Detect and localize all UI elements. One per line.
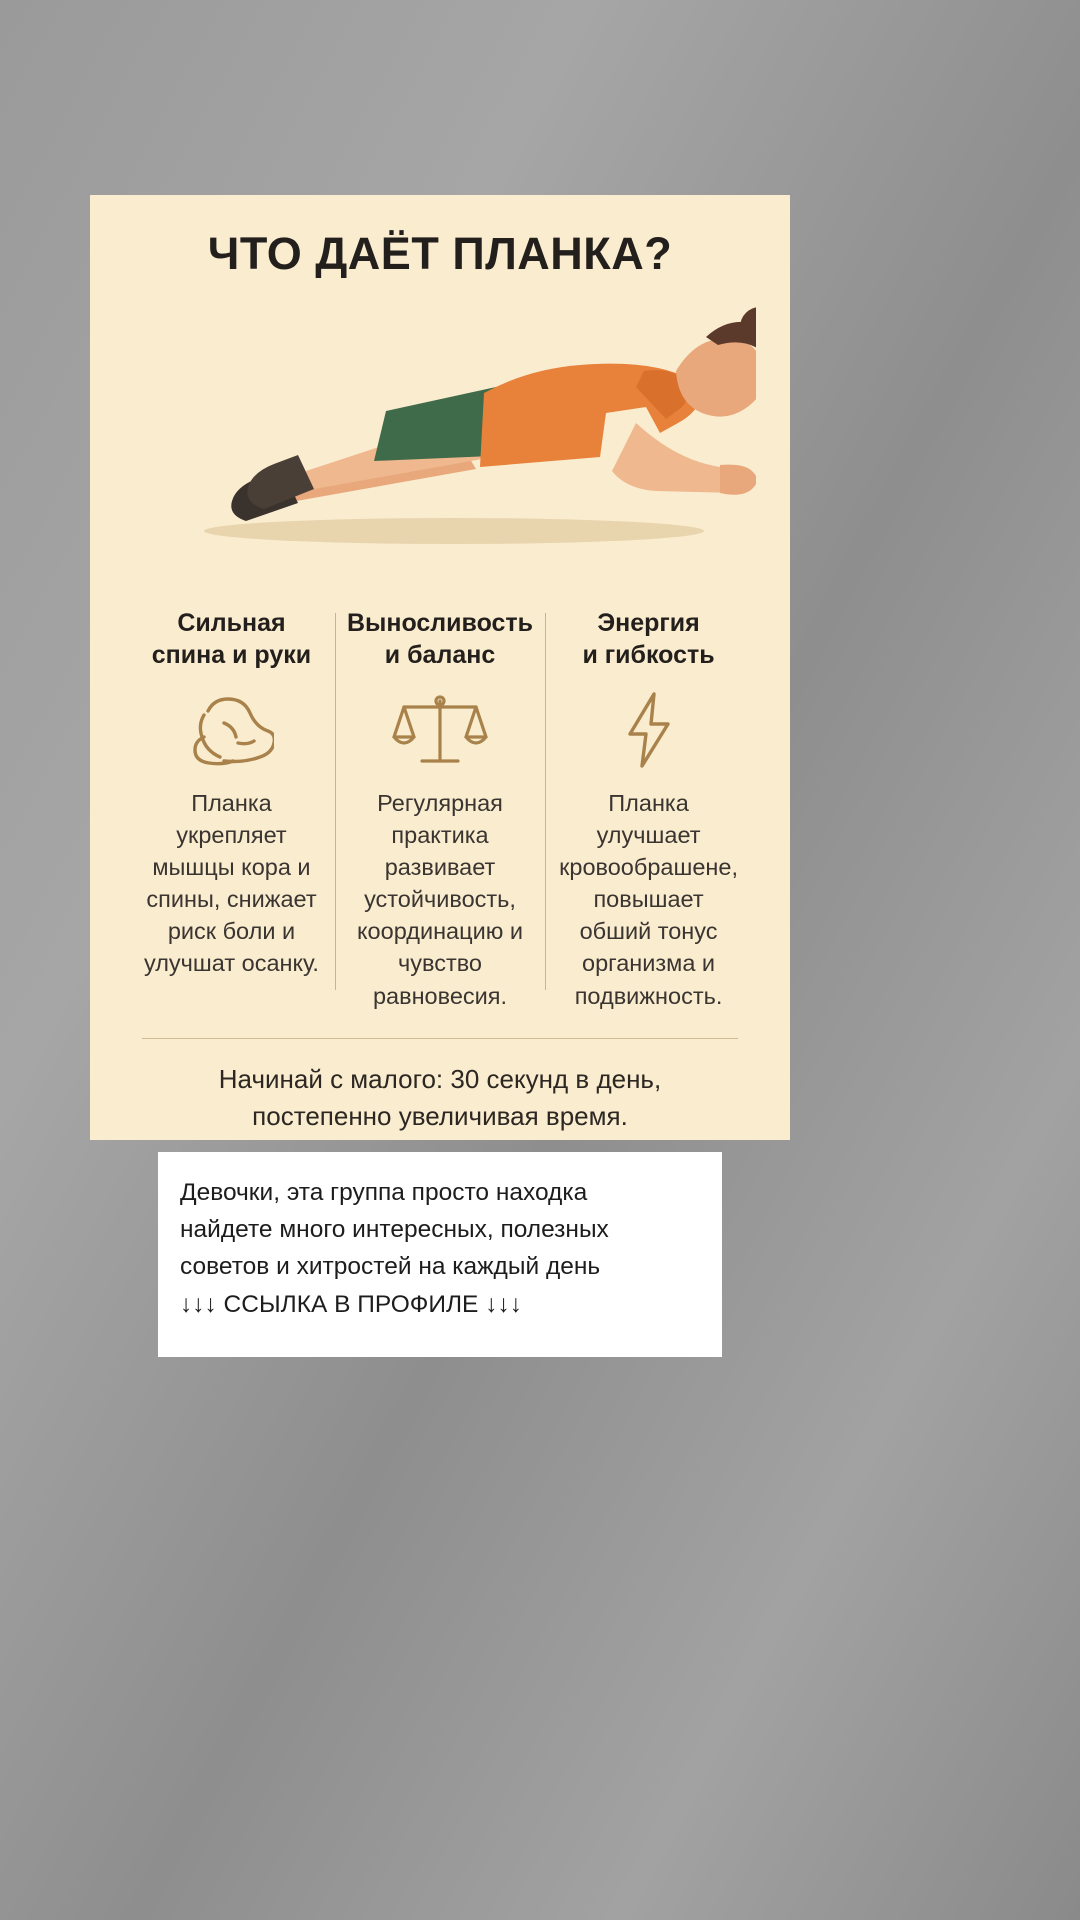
flexed-biceps-icon (140, 687, 323, 773)
benefit-column-strength (128, 607, 335, 1012)
balance-scales-icon (347, 687, 533, 773)
caption-line-1: Девочки, эта группа просто находка (180, 1179, 588, 1206)
benefit-title (347, 607, 533, 673)
benefit-title-line-1: Выносливость (346, 608, 534, 637)
benefit-title-line-1: Сильная (177, 608, 286, 637)
benefit-title-line-2: спина и руки (151, 640, 312, 669)
benefit-title (557, 607, 740, 673)
benefit-text: Планка улучшает кровообрашене, повышает обший тонус организма и подвижность. (559, 789, 738, 1009)
woman-doing-plank-illustration (124, 293, 756, 593)
benefits-columns (124, 607, 756, 1012)
benefit-title (140, 607, 323, 673)
caption-line-3: советов и хитростей на каждый день (180, 1253, 601, 1281)
benefit-title-line-2: и гибкость (582, 640, 715, 669)
divider (142, 1038, 738, 1039)
footnote-line-2: постепенно увеличивая время. (252, 1100, 628, 1131)
benefit-column-endurance (335, 607, 545, 1012)
caption-box (158, 1152, 722, 1357)
benefit-column-energy (545, 607, 752, 1012)
lightning-bolt-icon (557, 687, 740, 773)
benefit-text: Регулярная практика развивает устойчивость, координацию и чувство равновесия. (357, 789, 523, 1009)
benefit-title-line-2: и баланс (384, 640, 496, 669)
poster-card (90, 195, 790, 1140)
footnote-line-1: Начинай с малого: 30 секунд в день, (218, 1063, 662, 1094)
caption-line-4: ↓↓↓ ССЫЛКА В ПРОФИЛЕ ↓↓↓ (180, 1290, 522, 1318)
page-title: ЧТО ДАЁТ ПЛАНКА? (207, 228, 673, 279)
benefit-text: Планка укрепляет мышцы кора и спины, снижает риск боли и улучшат осанку. (143, 789, 319, 977)
poster-footnote (124, 1061, 756, 1135)
benefit-title-line-1: Энергия (597, 608, 700, 637)
caption-line-2: найдете много интересных, полезных (180, 1216, 609, 1244)
